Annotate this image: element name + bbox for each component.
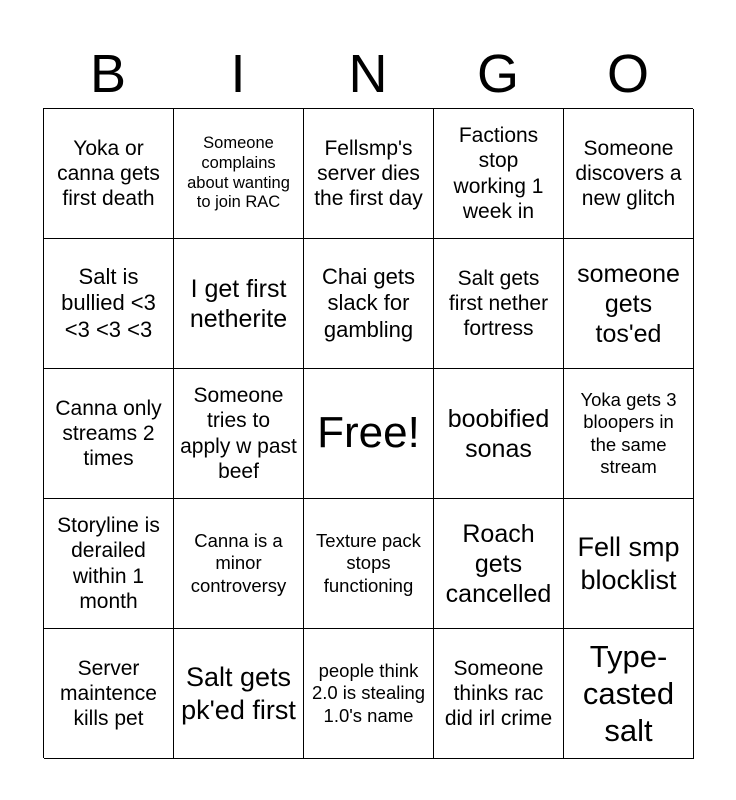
bingo-cell-r1c2[interactable]: Someone complains about wanting to join RAC xyxy=(174,109,304,239)
bingo-cell-r4c1[interactable]: Storyline is derailed within 1 month xyxy=(44,499,174,629)
header-letter-o: O xyxy=(606,44,649,104)
bingo-cell-r2c3[interactable]: Chai gets slack for gambling xyxy=(304,239,434,369)
bingo-header xyxy=(43,40,693,108)
bingo-cell-r5c2[interactable]: Salt gets pk'ed first xyxy=(174,629,304,759)
bingo-cell-r1c3[interactable]: Fellsmp's server dies the first day xyxy=(304,109,434,239)
bingo-cell-r4c3[interactable]: Texture pack stops functioning xyxy=(304,499,434,629)
bingo-cell-r2c2[interactable]: I get first netherite xyxy=(174,239,304,369)
bingo-cell-r5c3[interactable]: people think 2.0 is stealing 1.0's name xyxy=(304,629,434,759)
free-space-cell[interactable]: Free! xyxy=(304,369,434,499)
bingo-cell-r4c4[interactable]: Roach gets cancelled xyxy=(434,499,564,629)
bingo-cell-r3c5[interactable]: Yoka gets 3 bloopers in the same stream xyxy=(564,369,694,499)
bingo-cell-r3c4[interactable]: boobified sonas xyxy=(434,369,564,499)
bingo-cell-r1c5[interactable]: Someone discovers a new glitch xyxy=(564,109,694,239)
header-letter-b: B xyxy=(89,44,127,104)
bingo-cell-r5c1[interactable]: Server maintence kills pet xyxy=(44,629,174,759)
bingo-cell-r2c5[interactable]: someone gets tos'ed xyxy=(564,239,694,369)
bingo-cell-r4c5[interactable]: Fell smp blocklist xyxy=(564,499,694,629)
bingo-cell-r2c1[interactable]: Salt is bullied <3 <3 <3 <3 xyxy=(44,239,174,369)
bingo-cell-r2c4[interactable]: Salt gets first nether fortress xyxy=(434,239,564,369)
bingo-cell-r3c1[interactable]: Canna only streams 2 times xyxy=(44,369,174,499)
bingo-grid xyxy=(43,108,693,758)
header-letter-n: N xyxy=(348,44,388,104)
bingo-cell-r4c2[interactable]: Canna is a minor controversy xyxy=(174,499,304,629)
bingo-cell-r5c5[interactable]: Type-casted salt xyxy=(564,629,694,759)
header-letter-g: G xyxy=(476,44,519,104)
bingo-cell-r3c2[interactable]: Someone tries to apply w past beef xyxy=(174,369,304,499)
bingo-cell-r1c4[interactable]: Factions stop working 1 week in xyxy=(434,109,564,239)
bingo-cell-r1c1[interactable]: Yoka or canna gets first death xyxy=(44,109,174,239)
header-letter-i: I xyxy=(230,44,246,104)
bingo-cell-r5c4[interactable]: Someone thinks rac did irl crime xyxy=(434,629,564,759)
